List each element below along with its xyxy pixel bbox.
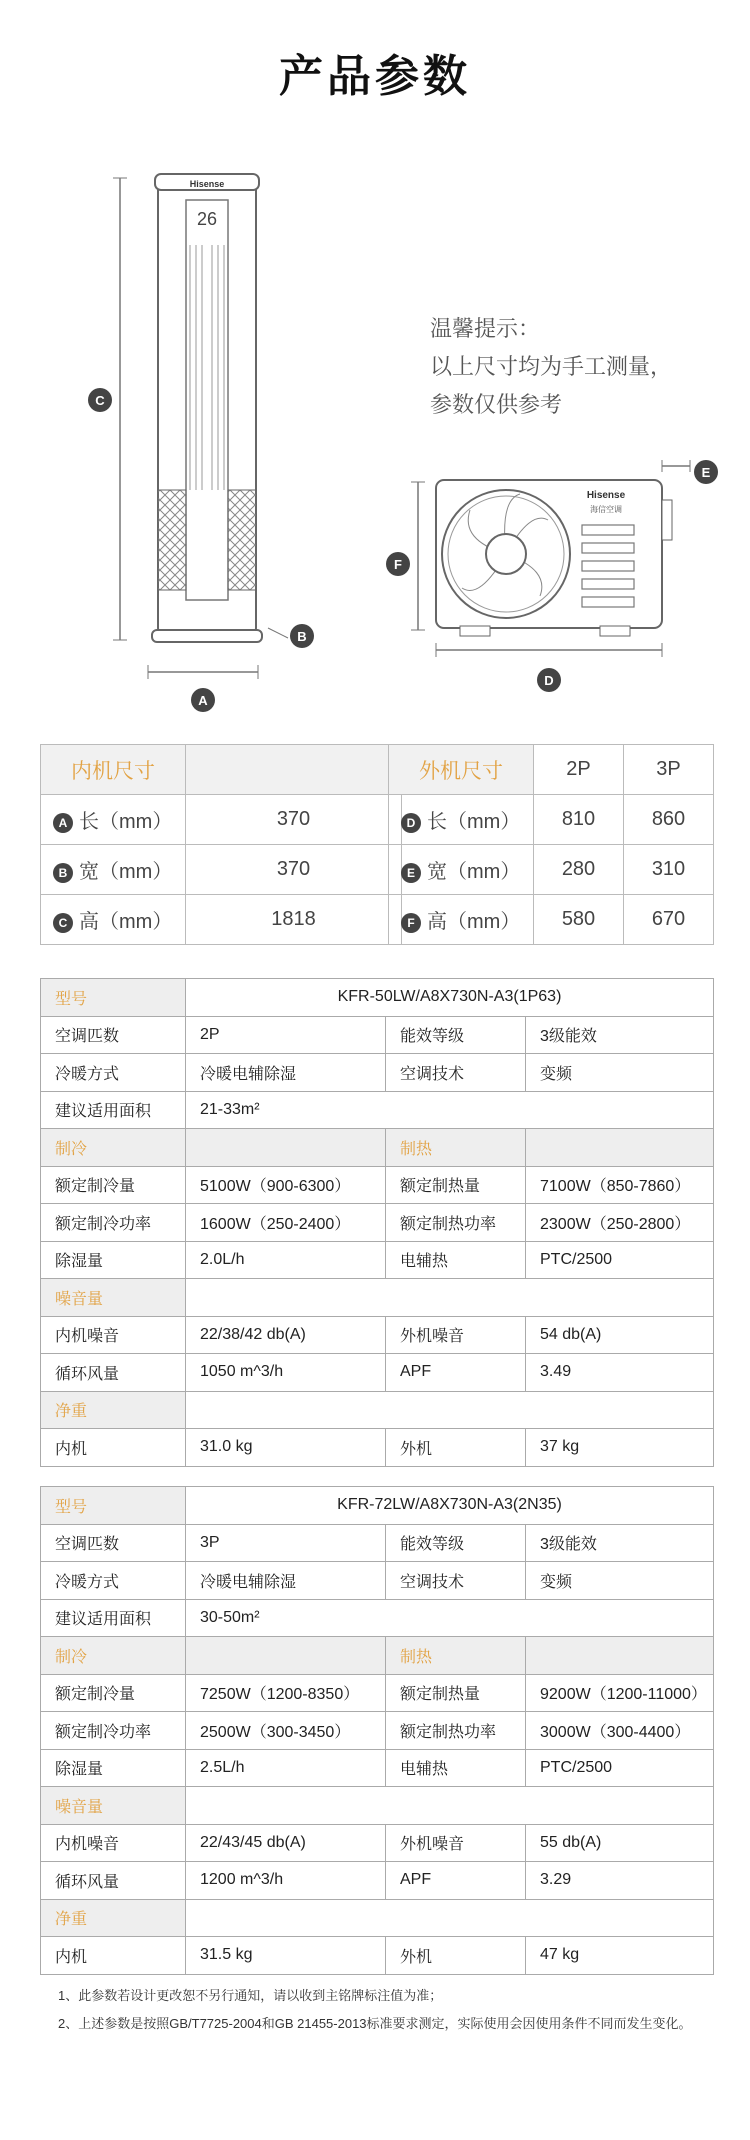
in-weight-value: 31.0 kg <box>186 1429 386 1467</box>
model-value: KFR-50LW/A8X730N-A3(1P63) <box>186 979 714 1017</box>
mode-value: 冷暖电辅除湿 <box>186 1562 386 1600</box>
cool-pow-label: 额定制冷功率 <box>41 1712 186 1750</box>
out-noise-value: 55 db(A) <box>526 1824 714 1862</box>
energy-value: 3级能效 <box>526 1524 714 1562</box>
note-line-2: 以上尺寸均为手工测量， <box>430 354 673 379</box>
row-label: 高（mm） <box>79 911 173 933</box>
table-row <box>389 795 714 845</box>
hp-value: 2P <box>186 1016 386 1054</box>
in-noise-value: 22/43/45 db(A) <box>186 1824 386 1862</box>
row-label: 高（mm） <box>427 911 521 933</box>
weight-section: 净重 <box>41 1899 186 1937</box>
model-value: KFR-72LW/A8X730N-A3(2N35) <box>186 1487 714 1525</box>
cool-cap-value: 5100W（900-6300） <box>186 1166 386 1204</box>
badge-c: C <box>53 913 73 933</box>
air-value: 1050 m^3/h <box>186 1354 386 1392</box>
footnote-1: 1、此参数若设计更改恕不另行通知，请以收到主铭牌标注值为准； <box>58 1988 443 2003</box>
aux-label: 电辅热 <box>386 1749 526 1787</box>
energy-label: 能效等级 <box>386 1524 526 1562</box>
in-noise-value: 22/38/42 db(A) <box>186 1316 386 1354</box>
tech-value: 变频 <box>526 1562 714 1600</box>
indoor-dimensions-table <box>40 744 402 945</box>
dehum-label: 除湿量 <box>41 1241 186 1279</box>
col-3p: 3P <box>624 745 714 795</box>
mode-label: 冷暖方式 <box>41 1054 186 1092</box>
row-label: 宽（mm） <box>427 861 521 883</box>
table-row <box>389 895 714 945</box>
aux-label: 电辅热 <box>386 1241 526 1279</box>
badge-e: E <box>401 863 421 883</box>
indoor-display-text: 26 <box>196 209 218 229</box>
label-e: E <box>701 465 711 480</box>
out-noise-label: 外机噪音 <box>386 1316 526 1354</box>
heat-section: 制热 <box>386 1129 526 1167</box>
label-f: F <box>394 557 402 572</box>
apf-value: 3.49 <box>526 1354 714 1392</box>
row-label: 宽（mm） <box>79 861 173 883</box>
badge-f: F <box>401 913 421 933</box>
dimension-diagram <box>0 160 750 720</box>
apf-value: 3.29 <box>526 1862 714 1900</box>
row-label: 长（mm） <box>79 811 173 833</box>
noise-section: 噪音量 <box>41 1787 186 1825</box>
row-value: 370 <box>186 845 402 895</box>
out-weight-label: 外机 <box>386 1937 526 1975</box>
row-value-3p: 310 <box>624 845 714 895</box>
tech-value: 变频 <box>526 1054 714 1092</box>
spec-table-2n35 <box>40 1486 714 1975</box>
in-noise-label: 内机噪音 <box>41 1316 186 1354</box>
badge-d: D <box>401 813 421 833</box>
tech-label: 空调技术 <box>386 1054 526 1092</box>
apf-label: APF <box>386 1862 526 1900</box>
label-d: D <box>544 673 554 688</box>
noise-section: 噪音量 <box>41 1279 186 1317</box>
spec-table-1p63 <box>40 978 714 1467</box>
mode-value: 冷暖电辅除湿 <box>186 1054 386 1092</box>
heat-pow-label: 额定制热功率 <box>386 1712 526 1750</box>
model-label: 型号 <box>41 1487 186 1525</box>
dehum-value: 2.5L/h <box>186 1749 386 1787</box>
heat-cap-label: 额定制热量 <box>386 1166 526 1204</box>
hp-value: 3P <box>186 1524 386 1562</box>
dehum-label: 除湿量 <box>41 1749 186 1787</box>
area-value: 30-50m² <box>186 1599 714 1637</box>
outdoor-brand-cn: 海信空调 <box>590 505 622 514</box>
table-row <box>41 895 402 945</box>
cool-pow-label: 额定制冷功率 <box>41 1204 186 1242</box>
note-line-1: 温馨提示： <box>430 316 541 341</box>
energy-label: 能效等级 <box>386 1016 526 1054</box>
heat-cap-value: 9200W（1200-11000） <box>526 1674 714 1712</box>
row-value-2p: 280 <box>534 845 624 895</box>
area-label: 建议适用面积 <box>41 1091 186 1129</box>
label-b: B <box>297 629 307 644</box>
cool-section: 制冷 <box>41 1637 186 1675</box>
out-noise-label: 外机噪音 <box>386 1824 526 1862</box>
out-weight-label: 外机 <box>386 1429 526 1467</box>
model-label: 型号 <box>41 979 186 1017</box>
weight-section: 净重 <box>41 1391 186 1429</box>
mode-label: 冷暖方式 <box>41 1562 186 1600</box>
hp-label: 空调匹数 <box>41 1016 186 1054</box>
heat-cap-label: 额定制热量 <box>386 1674 526 1712</box>
area-value: 21-33m² <box>186 1091 714 1129</box>
indoor-unit-drawing <box>88 174 314 712</box>
cool-cap-label: 额定制冷量 <box>41 1166 186 1204</box>
outdoor-dimensions-table <box>388 744 714 945</box>
page-title: 产品参数 <box>279 52 471 101</box>
in-weight-label: 内机 <box>41 1429 186 1467</box>
area-label: 建议适用面积 <box>41 1599 186 1637</box>
row-value-2p: 580 <box>534 895 624 945</box>
aux-value: PTC/2500 <box>526 1749 714 1787</box>
col-2p: 2P <box>534 745 624 795</box>
measurement-note <box>430 310 672 424</box>
row-label: 长（mm） <box>427 811 521 833</box>
tech-label: 空调技术 <box>386 1562 526 1600</box>
row-value: 1818 <box>186 895 402 945</box>
note-line-3: 参数仅供参考 <box>430 392 563 417</box>
heat-pow-label: 额定制热功率 <box>386 1204 526 1242</box>
table-row <box>389 845 714 895</box>
heat-cap-value: 7100W（850-7860） <box>526 1166 714 1204</box>
cool-pow-value: 1600W（250-2400） <box>186 1204 386 1242</box>
badge-b: B <box>53 863 73 883</box>
badge-a: A <box>53 813 73 833</box>
table-row <box>41 845 402 895</box>
out-weight-value: 47 kg <box>526 1937 714 1975</box>
heat-section: 制热 <box>386 1637 526 1675</box>
aux-value: PTC/2500 <box>526 1241 714 1279</box>
apf-label: APF <box>386 1354 526 1392</box>
in-noise-label: 内机噪音 <box>41 1824 186 1862</box>
row-value: 370 <box>186 795 402 845</box>
row-value-3p: 860 <box>624 795 714 845</box>
cool-section: 制冷 <box>41 1129 186 1167</box>
row-value-2p: 810 <box>534 795 624 845</box>
cool-cap-value: 7250W（1200-8350） <box>186 1674 386 1712</box>
in-weight-label: 内机 <box>41 1937 186 1975</box>
cool-cap-label: 额定制冷量 <box>41 1674 186 1712</box>
footnotes <box>58 1982 692 2038</box>
hp-label: 空调匹数 <box>41 1524 186 1562</box>
energy-value: 3级能效 <box>526 1016 714 1054</box>
heat-pow-value: 2300W（250-2800） <box>526 1204 714 1242</box>
out-noise-value: 54 db(A) <box>526 1316 714 1354</box>
footnote-2: 2、上述参数是按照GB/T7725-2004和GB 21455-2013标准要求测定，实际使用会因使用条件不同而发生变化。 <box>58 2016 692 2031</box>
air-value: 1200 m^3/h <box>186 1862 386 1900</box>
in-weight-value: 31.5 kg <box>186 1937 386 1975</box>
outdoor-brand-text: Hisense <box>586 490 626 501</box>
air-label: 循环风量 <box>41 1862 186 1900</box>
heat-pow-value: 3000W（300-4400） <box>526 1712 714 1750</box>
label-a: A <box>198 693 208 708</box>
table-row <box>41 795 402 845</box>
air-label: 循环风量 <box>41 1354 186 1392</box>
indoor-brand-text: Hisense <box>189 179 225 189</box>
outdoor-unit-drawing <box>386 460 718 692</box>
dehum-value: 2.0L/h <box>186 1241 386 1279</box>
indoor-dims-header: 内机尺寸 <box>41 745 186 795</box>
out-weight-value: 37 kg <box>526 1429 714 1467</box>
cool-pow-value: 2500W（300-3450） <box>186 1712 386 1750</box>
label-c: C <box>95 393 105 408</box>
outdoor-dims-header: 外机尺寸 <box>389 745 534 795</box>
row-value-3p: 670 <box>624 895 714 945</box>
